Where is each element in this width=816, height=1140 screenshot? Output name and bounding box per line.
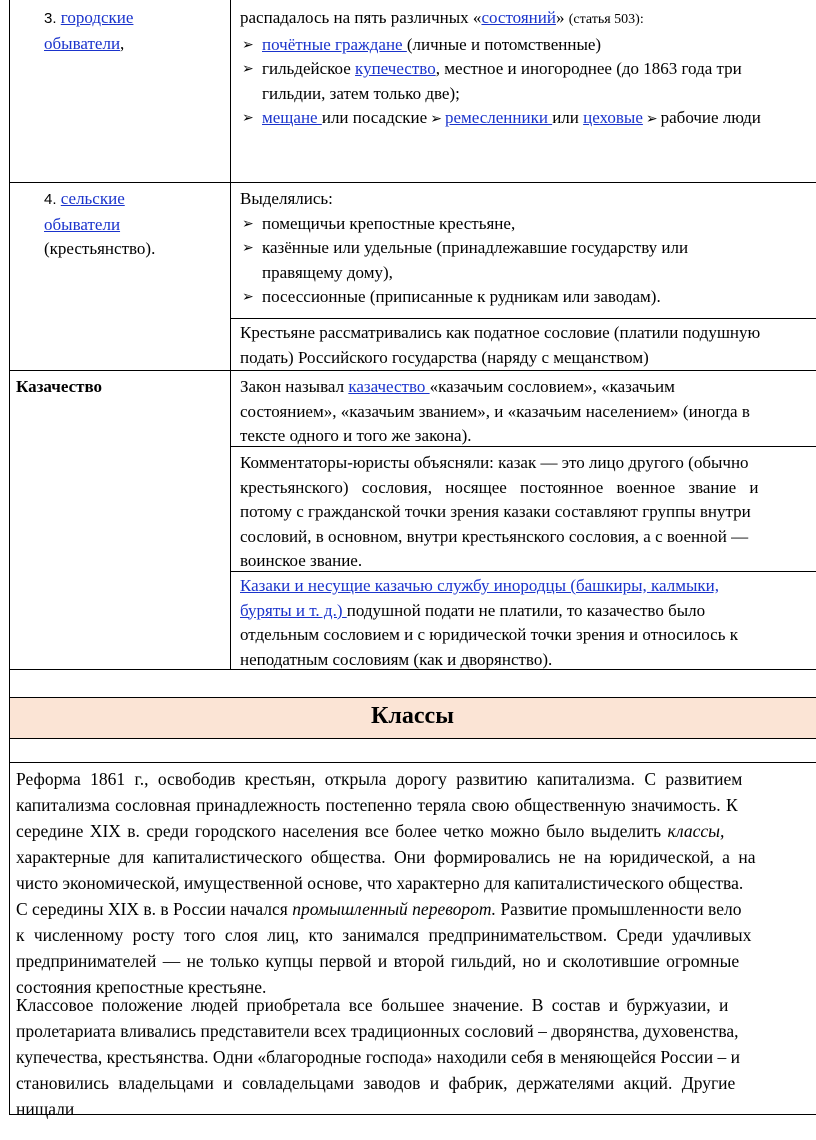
row-city-term-cell: 3. городские обыватели, bbox=[44, 8, 134, 53]
link-kupechestvo[interactable]: купечество bbox=[355, 59, 436, 78]
row-city-desc-cell bbox=[240, 6, 816, 132]
arrow-bullet-icon: ➢ bbox=[645, 111, 658, 127]
emphasis-klassy: классы, bbox=[667, 821, 725, 841]
body-paragraph-1: Реформа 1861 г., освободив крестьян, открыла дорогу развитию капитализма. С развитием капитализма сословная принадлежность постепенно теряла свою общественную значимость. К середине XIX в. среди городского населения все более четко можно было выделить классы, характерные для капиталистического общества. Они формировались не на юридической, а на чисто экономической, имущественной основе, что характерно для капиталистического общества. С середины XIX в. в России начался промышленный переворот. Развитие промышленности вело к численному росту того слоя лиц, кто занимался предпринимательством. Среди удачливых предпринимателей — не только купцы первой и второй гильдий, но и сколотившие огромные состояния крепостные крестьяне. bbox=[16, 769, 756, 997]
term-link-gorodskie[interactable]: городские bbox=[60, 8, 134, 27]
row-cossack-p2-cell: Комментаторы-юристы объясняли: казак — это лицо другого (обычно крестьянского) сословия, носящее постоянное военное звание и потому с гражданской точки зрения казаки составляют группы внутри сословий, в основном, внутри крестьянского сословия, а с военной — воинское звание. bbox=[240, 453, 759, 570]
link-meshchane[interactable]: мещане bbox=[262, 108, 322, 127]
list-item: ➢ посессионные (приписанные к рудникам или заводам). bbox=[240, 285, 810, 310]
body-left-border bbox=[9, 762, 10, 1115]
link-buryaty[interactable]: буряты и т. д.) bbox=[240, 600, 347, 620]
list-item: ➢ мещане или посадские ➢ ремесленники или цеховые ➢ рабочие люди bbox=[240, 106, 816, 132]
band-left-border bbox=[9, 697, 10, 739]
body-paragraph-2: Классовое положение людей приобретала все большее значение. В состав и буржуазии, и пролетариата вливались представители всех традиционных сословий – дворянства, духовенства, купечества, крестьянства. Одни «благородные господа» находили себя в меняющейся России – и становились владельцами и совладельцами заводов и фабрик, держателями акций. Другие нищали bbox=[16, 995, 741, 1119]
list-item: ➢ гильдейское купечество, местное и иногороднее (до 1863 года три гильдии, затем только две); bbox=[242, 59, 742, 103]
arrow-bullet-icon: ➢ bbox=[242, 289, 254, 305]
link-remeslenniki[interactable]: ремесленники bbox=[444, 108, 553, 127]
rural-list bbox=[240, 212, 810, 310]
spacer-left-border-2 bbox=[9, 739, 10, 763]
arrow-bullet-icon: ➢ bbox=[242, 36, 254, 53]
rural-heading: Выделялись: bbox=[240, 189, 333, 208]
link-pochetnye-grazhdane[interactable]: почётные граждане bbox=[262, 34, 407, 54]
term-link-obyvateli[interactable]: обыватели bbox=[44, 33, 121, 53]
link-sostoyaniy[interactable]: состояний bbox=[481, 8, 556, 27]
link-kazachestvo[interactable]: казачество bbox=[348, 377, 430, 396]
row-divider-rural-note bbox=[230, 318, 816, 319]
row-rural-desc-cell bbox=[240, 187, 810, 310]
emphasis-promyshlennyy-perevorot: промышленный переворот. bbox=[292, 899, 497, 919]
section-header-band bbox=[9, 697, 816, 739]
link-kazaki-inorodtsy[interactable]: Казаки и несущие казачью службу инородцы (башкиры, калмыки, bbox=[240, 576, 720, 595]
list-item: ➢ казённые или удельные (принадлежавшие государству или правящему дому), bbox=[242, 238, 689, 282]
intro-line: распадалось на пять различных «состояний» (статья 503): bbox=[240, 8, 644, 27]
row-number: 3. bbox=[44, 10, 57, 27]
arrow-bullet-icon: ➢ bbox=[242, 110, 254, 126]
list-item: ➢ почётные граждане (личные и потомственные) bbox=[240, 33, 816, 58]
term-link-obyvateli-rural[interactable]: обыватели bbox=[44, 214, 121, 234]
row-cossack-label-cell: Казачество bbox=[16, 377, 103, 396]
row-cossack-p3-cell: Казаки и несущие казачью службу инородцы (башкиры, калмыки, буряты и т. д.) подушной подати не платили, то казачество было отдельным сословием и с юридической точки зрения и относилось к неподатным сословиям (как и дворянство). bbox=[240, 576, 738, 669]
city-estates-list bbox=[240, 33, 816, 132]
row-divider-rural-cossack bbox=[9, 370, 816, 371]
arrow-bullet-icon: ➢ bbox=[242, 215, 254, 232]
section-title: Классы bbox=[371, 703, 454, 729]
spacer-left-border bbox=[9, 670, 10, 697]
row-number: 4. bbox=[44, 191, 57, 208]
link-tsekhovye[interactable]: цеховые bbox=[583, 108, 643, 127]
arrow-bullet-icon: ➢ bbox=[430, 111, 442, 127]
row-divider-city-rural bbox=[9, 182, 816, 183]
body-top-border bbox=[9, 762, 816, 763]
row-cossack-p1-cell: Закон называл казачество «казачьим сословием», «казачьим состоянием», «казачьим званием», и «казачьим населением» (иногда в тексте одного и того же закона). bbox=[240, 377, 750, 445]
list-item: ➢ помещичьи крепостные крестьяне, bbox=[240, 212, 810, 237]
row-rural-note-cell: Крестьяне рассматривались как податное сословие (платили подушную подать) Российского государства (наряду с мещанством) bbox=[240, 323, 761, 367]
term-link-selskie[interactable]: сельские bbox=[60, 189, 125, 208]
arrow-bullet-icon: ➢ bbox=[242, 240, 254, 256]
table-column-divider bbox=[230, 0, 231, 670]
row-rural-term-cell: 4. сельские обыватели (крестьянство). bbox=[44, 189, 156, 258]
table-left-border bbox=[9, 0, 10, 670]
arrow-bullet-icon: ➢ bbox=[242, 61, 254, 77]
